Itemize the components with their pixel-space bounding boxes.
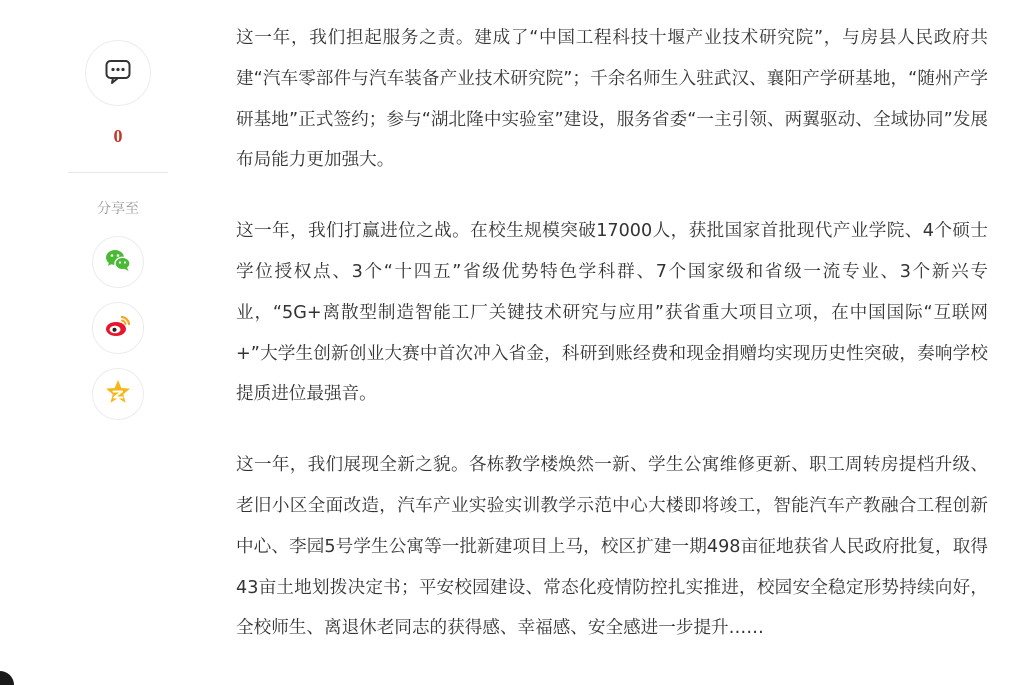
comment-button[interactable] [85, 40, 151, 106]
divider [68, 172, 168, 173]
share-weibo-button[interactable] [92, 302, 144, 354]
article-paragraph: 这一年，我们担起服务之责。建成了“中国工程科技十堰产业技术研究院”，与房县人民政府共建“汽车零部件与汽车装备产业技术研究院”；千余名师生入驻武汉、襄阳产学研基地，“随州产学研基地”正式签约；参与“湖北隆中实验室”建设，服务省委“一主引领、两翼驱动、全域协同”发展布局能力更加强大。 [236, 28, 988, 171]
article-body [236, 18, 988, 679]
article-paragraph: 这一年，我们打赢进位之战。在校生规模突破17000人，获批国家首批现代产业学院、4个硕士学位授权点、3个“十四五”省级优势特色学科群、7个国家级和省级一流专业、3个新兴专业，“5G+离散型制造智能工厂关键技术研究与应用”获省重大项目立项，在中国国际“互联网+”大学生创新创业大赛中首次冲入省金，科研到账经费和现金捐赠均实现历史性突破，奏响学校提质进位最强音。 [236, 221, 988, 405]
qzone-icon [103, 377, 133, 411]
wechat-icon [103, 245, 133, 279]
share-qzone-button[interactable] [92, 368, 144, 420]
article-paragraph: 这一年，我们展现全新之貌。各栋教学楼焕然一新、学生公寓维修更新、职工周转房提档升级、老旧小区全面改造，汽车产业实验实训教学示范中心大楼即将竣工，智能汽车产教融合工程创新中心、李园5号学生公寓等一批新建项目上马，校区扩建一期498亩征地获省人民政府批复，取得43亩土地划拨决定书；平安校园建设、常态化疫情防控扎实推进，校园安全稳定形势持续向好，全校师生、离退休老同志的获得感、幸福感、安全感进一步提升…… [236, 455, 988, 639]
article-action-rail [66, 40, 170, 420]
window-corner [0, 671, 14, 685]
weibo-icon [103, 311, 133, 345]
comment-count: 0 [113, 126, 123, 146]
comment-icon [103, 56, 133, 90]
share-wechat-button[interactable] [92, 236, 144, 288]
share-label: 分享至 [97, 201, 139, 217]
